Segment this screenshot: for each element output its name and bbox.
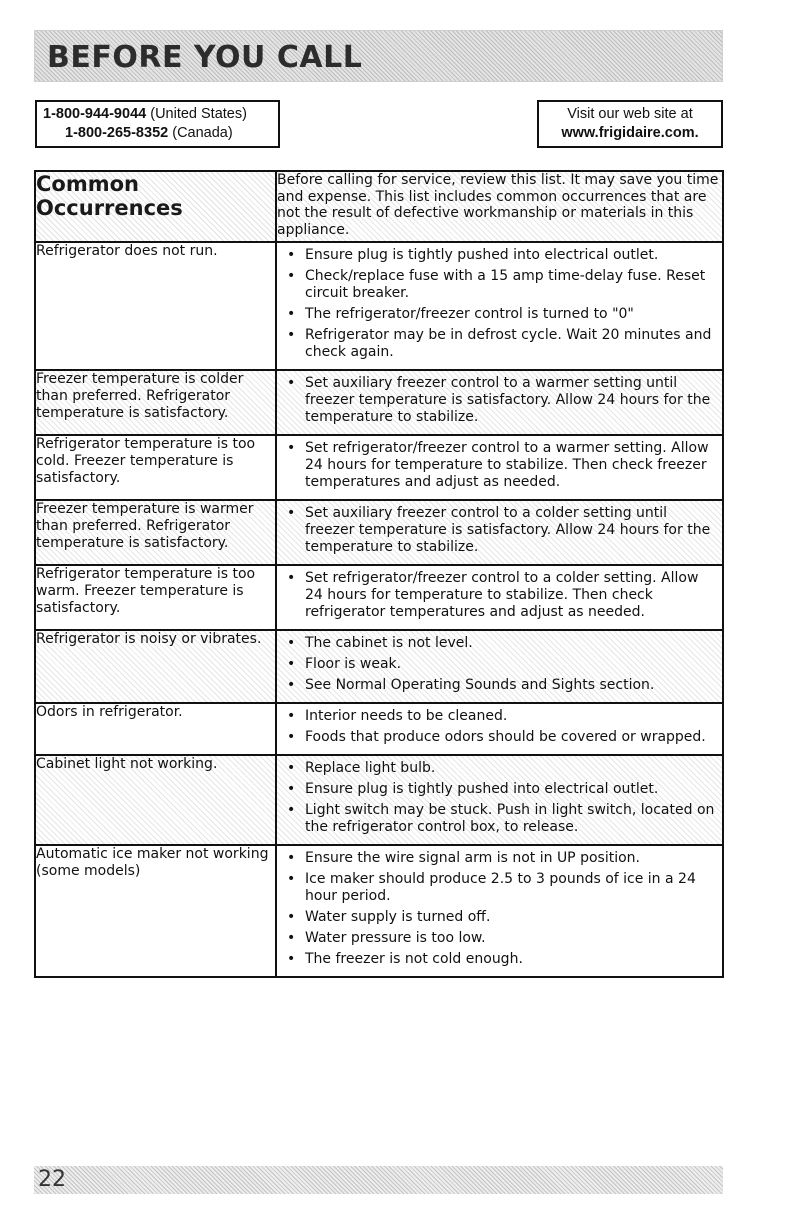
us-label: (United States) [150,106,247,122]
cause-item: • Ice maker should produce 2.5 to 3 pounds of ice in a 24 hour period. [305,871,716,905]
cause-item: • Check/replace fuse with a 15 amp time-delay fuse. Reset circuit breaker. [305,268,716,302]
cause-list [277,243,722,369]
website-url: www.frigidaire.com. [561,125,699,141]
cause-item: • Set refrigerator/freezer control to a warmer setting. Allow 24 hours for temperature to stabilize. Then check freezer temperatures and adjust as needed. [305,440,716,491]
cause-list [277,756,722,844]
table-row [35,242,723,370]
causes-cell [276,435,723,500]
cause-item: • Ensure the wire signal arm is not in UP position. [305,850,716,867]
table-header-row [35,171,723,242]
cause-list [277,704,722,754]
table-row [35,500,723,565]
causes-cell [276,755,723,845]
page-number: 22 [38,1167,66,1192]
table-title: Common Occurrences [35,171,276,242]
cause-item: • Light switch may be stuck. Push in light switch, located on the refrigerator control box, to release. [305,802,716,836]
table-intro: Before calling for service, review this list. It may save you time and expense. This list includes common occurrences that are not the result of defective workmanship or materials in this appliance. [276,171,723,242]
cause-item: • The refrigerator/freezer control is turned to "0" [305,306,716,323]
cause-item: • The freezer is not cold enough. [305,951,716,968]
us-phone-number: 1-800-944-9044 [43,106,147,122]
page-footer-bar [34,1166,723,1194]
cause-item: • Water pressure is too low. [305,930,716,947]
cause-item: • Foods that produce odors should be covered or wrapped. [305,729,716,746]
causes-cell [276,500,723,565]
website-contact-box [537,100,723,148]
cause-item: • The cabinet is not level. [305,635,716,652]
causes-cell [276,703,723,755]
causes-cell [276,370,723,435]
cause-list [277,566,722,629]
table-row [35,630,723,703]
canada-phone-line [37,124,278,143]
problem-cell: Freezer temperature is warmer than preferred. Refrigerator temperature is satisfactory. [35,500,276,565]
table-row [35,565,723,630]
causes-cell [276,845,723,977]
table-row [35,845,723,977]
cause-item: • Interior needs to be cleaned. [305,708,716,725]
causes-cell [276,630,723,703]
cause-list [277,846,722,976]
problem-cell: Odors in refrigerator. [35,703,276,755]
problem-cell: Refrigerator temperature is too warm. Freezer temperature is satisfactory. [35,565,276,630]
causes-cell [276,565,723,630]
table-row [35,435,723,500]
canada-label: (Canada) [172,125,233,141]
us-phone-line [37,105,278,124]
problem-cell: Refrigerator is noisy or vibrates. [35,630,276,703]
cause-list [277,371,722,434]
causes-cell [276,242,723,370]
table-row [35,370,723,435]
canada-phone-number: 1-800-265-8352 [65,125,169,141]
cause-list [277,436,722,499]
cause-item: • Set auxiliary freezer control to a warmer setting until freezer temperature is satisfactory. Allow 24 hours for the temperature to stabilize. [305,375,716,426]
common-occurrences-table [34,170,724,978]
cause-item: • Replace light bulb. [305,760,716,777]
problem-cell: Refrigerator temperature is too cold. Freezer temperature is satisfactory. [35,435,276,500]
cause-list [277,631,722,702]
cause-item: • Floor is weak. [305,656,716,673]
cause-item: • Water supply is turned off. [305,909,716,926]
website-prefix: Visit our web site at [567,106,693,122]
cause-item: • See Normal Operating Sounds and Sights section. [305,677,716,694]
cause-item: • Ensure plug is tightly pushed into electrical outlet. [305,781,716,798]
cause-item: • Ensure plug is tightly pushed into electrical outlet. [305,247,716,264]
cause-item: • Set refrigerator/freezer control to a colder setting. Allow 24 hours for temperature to stabilize. Then check refrigerator temperatures and adjust as needed. [305,570,716,621]
cause-list [277,501,722,564]
problem-cell: Refrigerator does not run. [35,242,276,370]
section-banner [34,30,723,82]
table-row [35,755,723,845]
problem-cell: Automatic ice maker not working (some models) [35,845,276,977]
phone-contact-box [35,100,280,148]
table-row [35,703,723,755]
problem-cell: Freezer temperature is colder than preferred. Refrigerator temperature is satisfactory. [35,370,276,435]
section-title: BEFORE YOU CALL [47,40,363,75]
problem-cell: Cabinet light not working. [35,755,276,845]
cause-item: • Refrigerator may be in defrost cycle. Wait 20 minutes and check again. [305,327,716,361]
cause-item: • Set auxiliary freezer control to a colder setting until freezer temperature is satisfactory. Allow 24 hours for the temperature to stabilize. [305,505,716,556]
